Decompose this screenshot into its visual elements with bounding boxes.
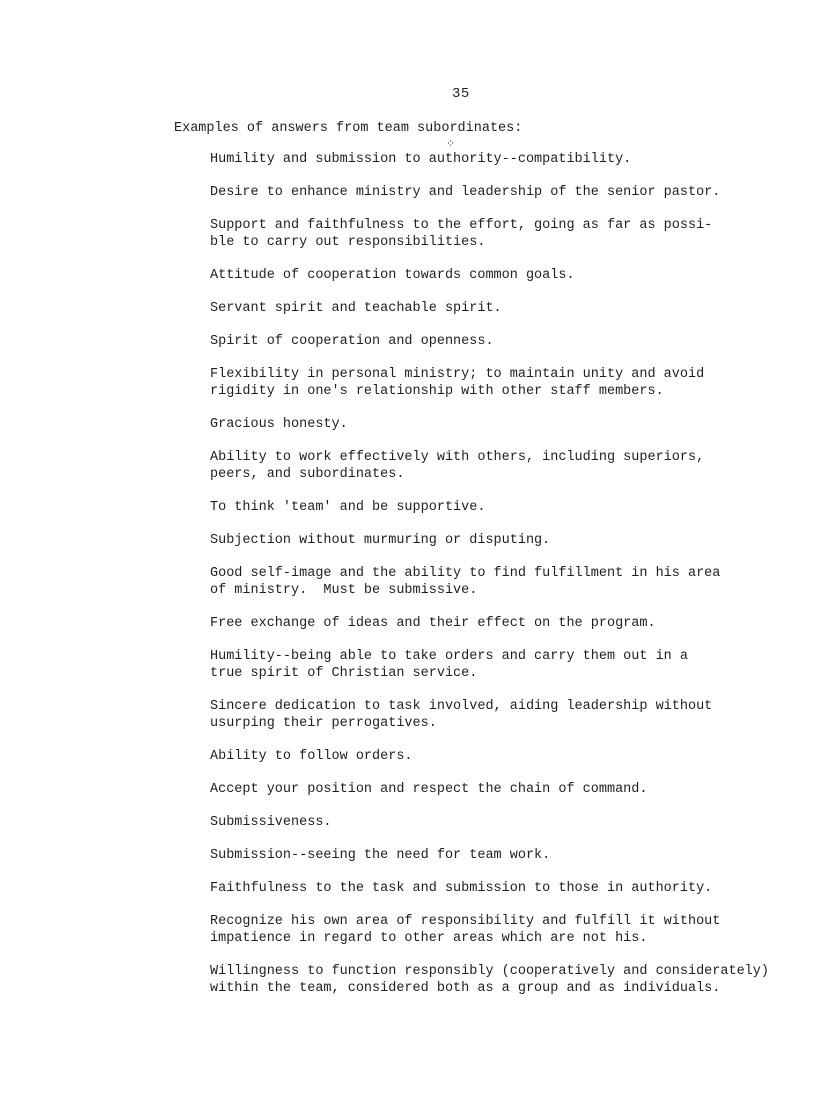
answer-line: true spirit of Christian service. <box>210 666 478 681</box>
answer-line: Flexibility in personal ministry; to maintain unity and avoid <box>210 367 705 382</box>
answer-line: Humility and submission to authority--compatibility. <box>210 152 632 167</box>
answer-item <box>210 781 810 798</box>
section-intro: Examples of answers from team subordinates: <box>174 121 523 136</box>
answer-item <box>210 913 810 947</box>
answer-item <box>210 151 810 168</box>
answer-item <box>210 184 810 201</box>
scan-mark: ⁘ <box>446 139 456 151</box>
answer-line: Willingness to function responsibly (cooperatively and considerately) <box>210 964 769 979</box>
answer-line: Submission--seeing the need for team work. <box>210 848 551 863</box>
answer-line: Ability to follow orders. <box>210 749 413 764</box>
answer-line: within the team, considered both as a group and as individuals. <box>210 981 721 996</box>
answer-item <box>210 217 810 251</box>
answer-item <box>210 748 810 765</box>
answer-line: ble to carry out responsibilities. <box>210 235 486 250</box>
answer-line: impatience in regard to other areas which are not his. <box>210 931 648 946</box>
answer-item <box>210 499 810 516</box>
answer-item <box>210 416 810 433</box>
answer-item <box>210 532 810 549</box>
page-number: 35 <box>452 86 470 102</box>
answer-item <box>210 449 810 483</box>
answer-item <box>210 880 810 897</box>
answer-line: Free exchange of ideas and their effect on the program. <box>210 616 656 631</box>
answer-line: rigidity in one's relationship with other staff members. <box>210 384 664 399</box>
answer-line: Recognize his own area of responsibility and fulfill it without <box>210 914 721 929</box>
answer-item <box>210 963 810 997</box>
answer-item <box>210 814 810 831</box>
answer-line: Sincere dedication to task involved, aiding leadership without <box>210 699 713 714</box>
answer-item <box>210 366 810 400</box>
answer-line: Support and faithfulness to the effort, going as far as possi- <box>210 218 713 233</box>
answer-item <box>210 847 810 864</box>
answer-list <box>210 151 810 1013</box>
answer-item <box>210 648 810 682</box>
answer-line: Gracious honesty. <box>210 417 348 432</box>
answer-line: Accept your position and respect the chain of command. <box>210 782 648 797</box>
answer-line: Subjection without murmuring or disputing. <box>210 533 551 548</box>
answer-line: Faithfulness to the task and submission to those in authority. <box>210 881 713 896</box>
answer-line: Good self-image and the ability to find fulfillment in his area <box>210 566 721 581</box>
answer-line: usurping their perrogatives. <box>210 716 437 731</box>
answer-line: Spirit of cooperation and openness. <box>210 334 494 349</box>
answer-line: Submissiveness. <box>210 815 332 830</box>
answer-item <box>210 267 810 284</box>
answer-item <box>210 300 810 317</box>
answer-line: Attitude of cooperation towards common goals. <box>210 268 575 283</box>
answer-item <box>210 698 810 732</box>
answer-line: peers, and subordinates. <box>210 467 405 482</box>
answer-line: of ministry. Must be submissive. <box>210 583 478 598</box>
answer-item <box>210 333 810 350</box>
answer-line: Humility--being able to take orders and carry them out in a <box>210 649 688 664</box>
answer-line: Servant spirit and teachable spirit. <box>210 301 502 316</box>
answer-item <box>210 565 810 599</box>
answer-line: To think 'team' and be supportive. <box>210 500 486 515</box>
answer-line: Ability to work effectively with others, including superiors, <box>210 450 705 465</box>
answer-line: Desire to enhance ministry and leadership of the senior pastor. <box>210 185 721 200</box>
answer-item <box>210 615 810 632</box>
